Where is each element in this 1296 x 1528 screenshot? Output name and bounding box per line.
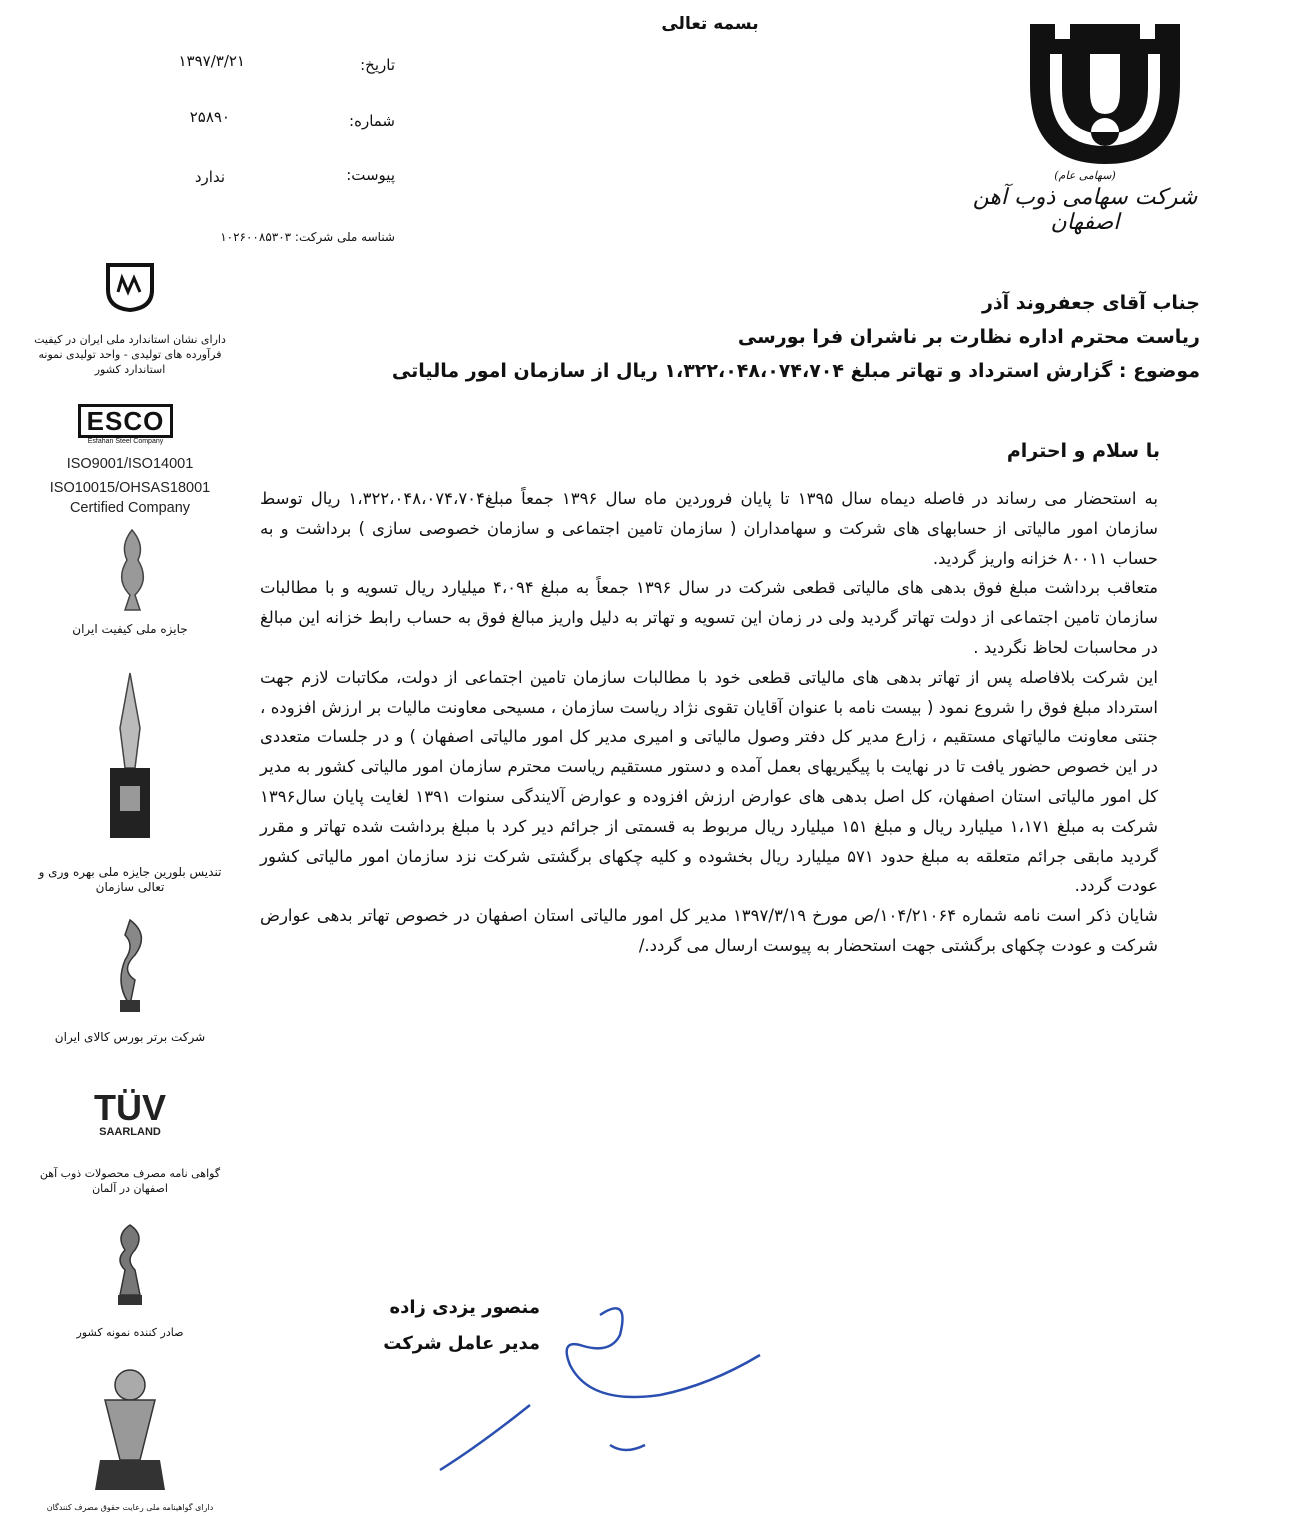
recipient-title: ریاست محترم اداره نظارت بر ناشران فرا بورسی <box>737 326 1200 348</box>
standard-mark-icon <box>100 260 160 315</box>
date-label: تاریخ: <box>360 56 395 74</box>
standard-text: دارای نشان استاندارد ملی ایران در کیفیت فرآورده های تولیدی - واحد تولیدی نمونه استاندارد کشور <box>34 333 226 376</box>
tuv-logo-text: TÜV <box>94 1087 166 1128</box>
iso-line: Certified Company <box>69 500 191 516</box>
iso-line: ISO9001/ISO14001 <box>66 456 194 472</box>
body-paragraph: متعاقب برداشت مبلغ فوق بدهی های مالیاتی قطعی شرکت در سال ۱۳۹۶ جمعاً به مبلغ ۴،۰۹۴ میلیارد ریال تسویه و با مطالبات سازمان تامین اجتماعی از دولت تهاتر گردید ولی در زمان این تسویه و تهاتر به دلیل واریز مبالغ فوق به حساب رابط خزانه این مبالغ در محاسبات لحاظ نگردید . <box>260 578 1159 657</box>
quality-award-trophy-icon <box>110 525 155 615</box>
body-paragraph: این شرکت بلافاصله پس از تهاتر بدهی های مالیاتی قطعی خود با مطالبات سازمان تامین اجتماعی از دولت، مکاتبات لازم جهت استرداد مبلغ فوق را شروع نمود ( بیست نامه با عنوان آقایان تقوی نژاد ریاست سازمان ، مسیحی معاونت مالیات بر ارزش افزوده ، جنتی معاونت مالیاتهای مستقیم ، زارع مدیر کل دفتر وصول مالیاتی و امیری مدیر کل امور مالیاتی اصفهان ) و در جلسات متعددی در این خصوص حضور یافت تا در نهایت با پیگیریهای بعمل آمده و دستور مستقیم ریاست محترم سازمان امور مالیاتی کشور به مدیر کل امور مالیاتی استان اصفهان، کل اصل بدهی های عوارض ارزش افزوده و عوارض آلایندگی سنوات ۱۳۹۱ لغایت پایان سال۱۳۹۶ شرکت به مبلغ ۱،۱۷۱ میلیارد ریال و مبلغ ۱۵۱ میلیارد ریال مربوط به قسمتی از جرائم دیر کرد با مبلغ برداشت شده تهاتر و مقرر گردید مابقی جرائم متعلقه به مبلغ حدود ۵۷۱ میلیارد ریال بخشوده و کلیه چکهای برگشتی شرکت نزد سازمان امور مالیاتی کشور عودت گردد. <box>260 667 1158 896</box>
signer-block <box>330 1290 540 1362</box>
national-id: شناسه ملی شرکت: ۱۰۲۶۰۰۸۵۳۰۳ <box>220 230 395 244</box>
recipient-name: جناب آقای جعفروند آذر <box>981 292 1200 314</box>
greeting: با سلام و احترام <box>1006 440 1160 462</box>
productivity-award-statue-icon <box>95 668 165 848</box>
exchange-award-trophy-icon <box>105 915 155 1015</box>
subject-line: موضوع : گزارش استرداد و تهاتر مبلغ ۱،۳۲۲،۰۴۸،۰۷۴،۷۰۴ ریال از سازمان امور مالیاتی <box>391 360 1200 382</box>
exporter-award-icon <box>110 1220 150 1310</box>
esco-logo <box>78 404 173 445</box>
number-label: شماره: <box>349 112 395 130</box>
number-value: ۲۵۸۹۰ <box>189 108 230 126</box>
signer-title: مدیر عامل شرکت <box>383 1333 540 1354</box>
award-productivity-text: تندیس بلورین جایزه ملی بهره وری و تعالی سازمان <box>38 865 222 894</box>
company-name-text: شرکت سهامی ذوب آهن اصفهان <box>972 185 1198 235</box>
tuv-logo-subtitle: SAARLAND <box>99 1126 161 1138</box>
bismillah-heading: بسمه تعالی <box>661 14 759 34</box>
company-type: (سهامی عام) <box>1054 169 1116 182</box>
attachment-label: پیوست: <box>346 166 395 184</box>
signer-name: منصور یزدی زاده <box>389 1297 540 1318</box>
body-paragraph: به استحضار می رساند در فاصله دیماه سال ۱۳۹۵ تا پایان فروردین ماه سال ۱۳۹۶ جمعاً مبلغ۱،۳۲۲،۰۴۸،۰۷۴،۷۰۴ ریال توسط سازمان امور مالیاتی از حسابهای های شرکت و سهامداران ( سازمان تامین اجتماعی و سازمان خصوصی سازی ) برداشت و به حساب ۸۰۰۱۱ خزانه واریز گردید. <box>260 489 1158 568</box>
award-exporter-text: صادر کننده نمونه کشور <box>76 1326 184 1339</box>
attachment-value: ندارد <box>194 168 225 186</box>
esco-logo-subtitle: Esfahan Steel Company <box>87 438 164 445</box>
award-quality-text: جایزه ملی کیفیت ایران <box>72 622 188 636</box>
award-exchange-text: شرکت برتر بورس کالای ایران <box>54 1030 206 1044</box>
tuv-logo <box>90 1087 170 1138</box>
award-consumer-text: دارای گواهینامه ملی رعایت حقوق مصرف کنندگان <box>46 1503 214 1512</box>
company-logo <box>1010 14 1200 174</box>
consumer-rights-award-icon <box>85 1360 175 1500</box>
esco-logo-text: ESCO <box>78 404 173 438</box>
iso-line: ISO10015/OHSAS18001 <box>49 480 211 496</box>
date-value: ۱۳۹۷/۳/۲۱ <box>178 52 245 70</box>
company-name <box>955 160 1215 235</box>
tuv-certificate-text: گواهی نامه مصرف محصولات ذوب آهن اصفهان در آلمان <box>39 1167 221 1195</box>
recipient-block <box>300 286 1200 388</box>
letter-body <box>260 484 1158 961</box>
body-paragraph: شایان ذکر است نامه شماره ۱۰۴/۲۱۰۶۴/ص مورخ ۱۳۹۷/۳/۱۹ مدیر کل امور مالیاتی استان اصفهان در خصوص تهاتر بدهی عوارض شرکت و عودت چکهای برگشتی جهت استحضار به پیوست ارسال می گردد./ <box>260 906 1159 955</box>
